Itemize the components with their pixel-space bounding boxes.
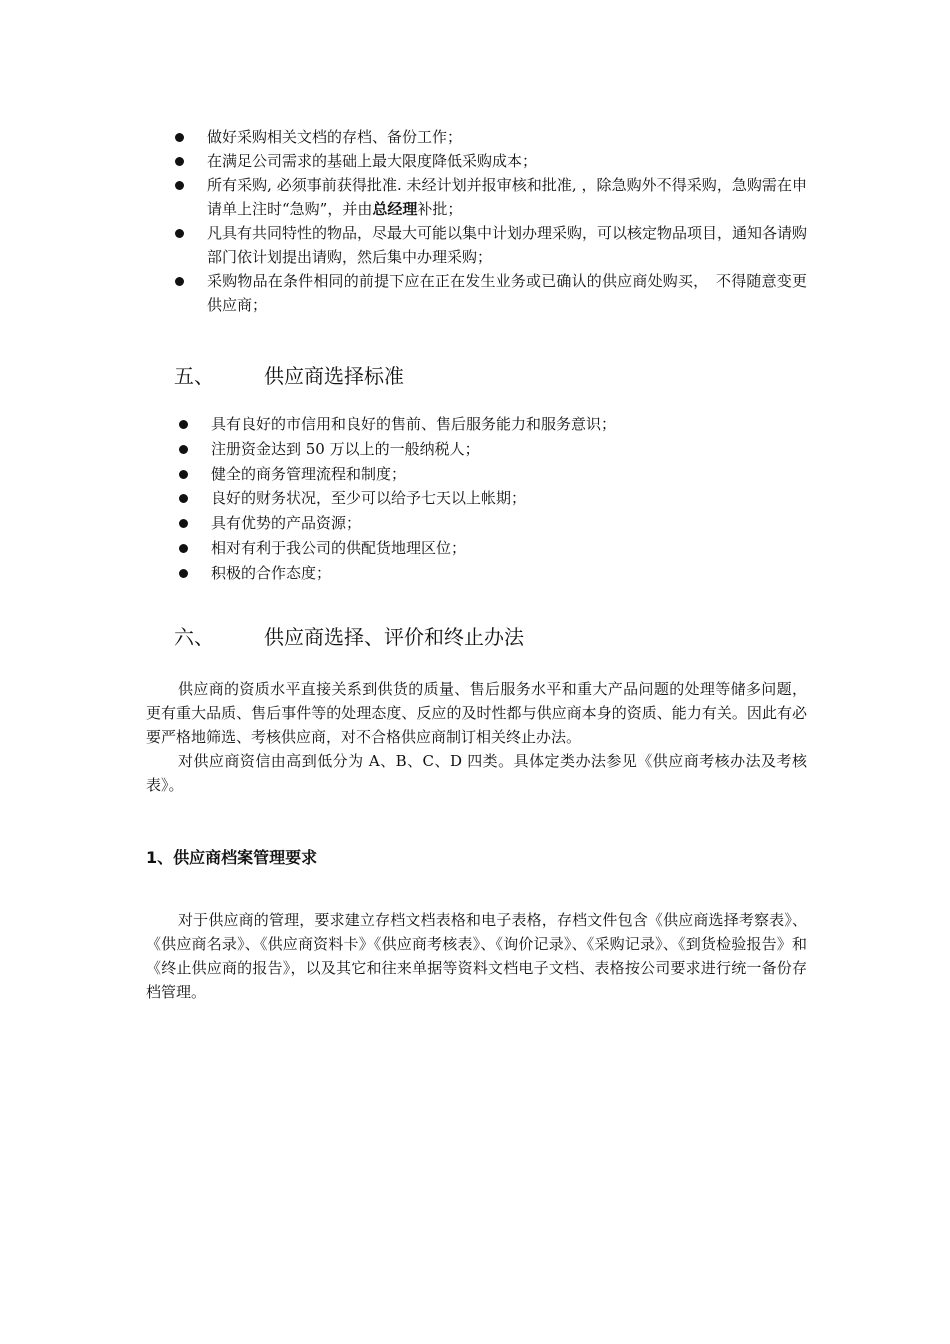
list-item-text: 采购物品在条件相同的前提下应在正在发生业务或已确认的供应商处购买， 不得随意变更供应商；	[207, 272, 807, 314]
list-item-text: 健全的商务管理流程和制度；	[211, 464, 407, 483]
section-number: 五、	[174, 364, 214, 388]
list-item-bold-text: 总经理	[372, 200, 418, 218]
list-item-text: 所有采购, 必须事前获得批准. 未经计划并报审核和批准, ，除急购外不得采购，急购需在申请单上注时“急购”，并由	[207, 176, 807, 218]
list-item	[211, 462, 771, 487]
procurement-duties-list	[207, 125, 807, 317]
bullet-icon	[175, 157, 184, 166]
list-item-text: 积极的合作态度；	[211, 563, 332, 582]
list-item	[211, 536, 771, 561]
list-item-text: 凡具有共同特性的物品，尽最大可能以集中计划办理采购，可以核定物品项目，通知各请购部门依计划提出请购，然后集中办理采购；	[207, 224, 808, 266]
list-item	[207, 125, 807, 149]
list-item	[207, 149, 807, 173]
list-item-text: 做好采购相关文档的存档、备份工作；	[207, 128, 463, 146]
list-item	[211, 511, 771, 536]
list-item-text: 具有优势的产品资源；	[211, 514, 362, 533]
bullet-icon	[179, 519, 188, 528]
supplier-criteria-list	[211, 412, 771, 586]
list-item-text: 在满足公司需求的基础上最大限度降低采购成本；	[207, 152, 538, 170]
list-item-text: 相对有利于我公司的供配货地理区位；	[211, 538, 467, 557]
list-item-text: 具有良好的市信用和良好的售前、售后服务能力和服务意识；	[211, 415, 617, 433]
bullet-icon	[175, 181, 184, 190]
list-item	[207, 269, 807, 317]
list-item	[207, 221, 807, 269]
list-item	[211, 412, 771, 437]
list-item-text: 补批；	[417, 200, 463, 218]
subsection-heading: 1、供应商档案管理要求	[146, 848, 318, 867]
section-title: 供应商选择标准	[264, 364, 404, 388]
list-item-text: 良好的财务状况，至少可以给予七天以上帐期；	[211, 489, 527, 508]
bullet-icon	[175, 229, 184, 238]
list-item-text: 注册资金达到 50 万以上的一般纳税人；	[211, 439, 480, 458]
bullet-icon	[179, 569, 188, 578]
list-item	[211, 561, 771, 586]
bullet-icon	[179, 470, 188, 479]
section-number: 六、	[174, 625, 214, 649]
bullet-icon	[179, 544, 188, 553]
bullet-icon	[179, 494, 188, 503]
list-item	[211, 486, 771, 511]
list-item	[207, 173, 807, 221]
section-title: 供应商选择、评价和终止办法	[264, 625, 524, 649]
body-paragraph: 供应商的资质水平直接关系到供货的质量、售后服务水平和重大产品问题的处理等储多问题，更有重大品质、售后事件等的处理态度、反应的及时性都与供应商本身的资质、能力有关。因此有必要严格地筛选、考核供应商，对不合格供应商制订相关终止办法。	[146, 680, 807, 746]
bullet-icon	[175, 133, 184, 142]
bullet-icon	[179, 420, 188, 429]
section-heading-5	[174, 362, 574, 390]
body-paragraph: 对供应商资信由高到低分为 A、B、C、D 四类。具体定类办法参见《供应商考核办法及考核表》。	[146, 752, 807, 794]
body-paragraph: 对于供应商的管理，要求建立存档文档表格和电子表格，存档文件包含《供应商选择考察表》、《供应商名录》、《供应商资料卡》《供应商考核表》、《询价记录》、《采购记录》、《到货检验报告》和《终止供应商的报告》，以及其它和往来单据等资料文档电子文档、表格按公司要求进行统一备份存档管理。	[146, 911, 807, 1001]
bullet-icon	[179, 445, 188, 454]
list-item	[211, 437, 771, 462]
bullet-icon	[175, 277, 184, 286]
section-heading-6	[174, 623, 624, 651]
